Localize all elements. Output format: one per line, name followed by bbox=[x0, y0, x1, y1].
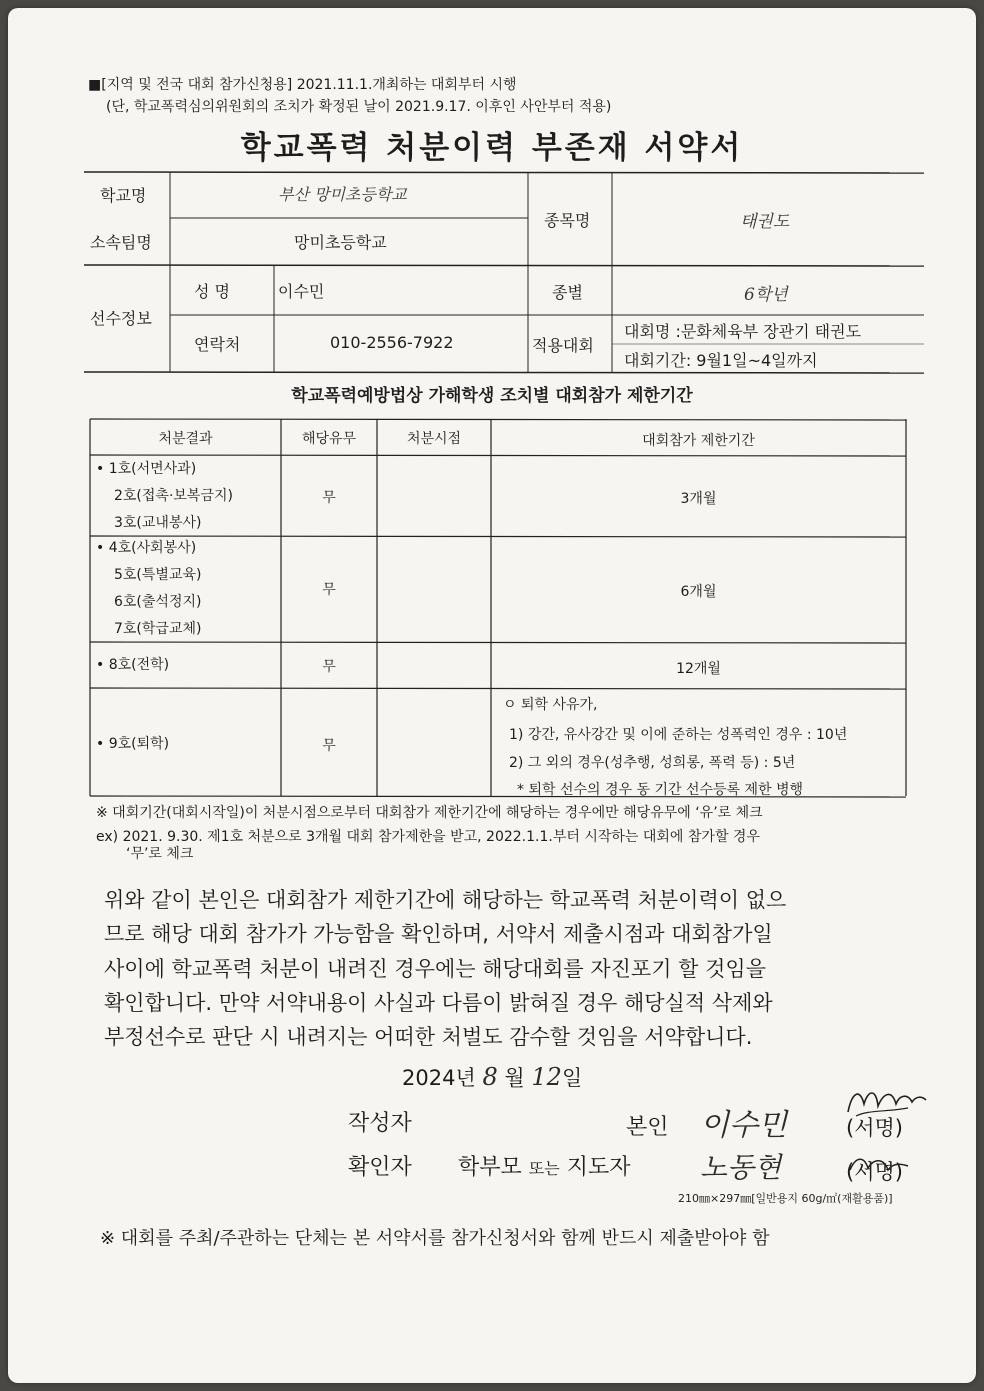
row1-item-2: 2호(접촉·보복금지) bbox=[114, 488, 233, 504]
row4-period-line-4: * 퇴학 선수의 경우 동 기간 선수등록 제한 병행 bbox=[517, 782, 804, 798]
label-team-name: 소속팀명 bbox=[90, 233, 152, 252]
header-applicable: 해당유무 bbox=[301, 431, 357, 447]
label-athlete-info: 선수정보 bbox=[90, 309, 152, 328]
label-parent: 학부모 bbox=[458, 1155, 522, 1180]
value-name: 이수민 bbox=[278, 282, 325, 301]
label-or: 또는 bbox=[528, 1159, 560, 1178]
value-school-name: 부산 망미초등학교 bbox=[278, 185, 407, 204]
date-month-unit: 월 bbox=[504, 1066, 525, 1090]
label-confirmer: 확인자 bbox=[348, 1155, 412, 1180]
note-example: ex) 2021. 9.30. 제1호 처분으로 3개월 대회 참가제한을 받고, 2022.1.1.부터 시작하는 대회에 참가할 경우 bbox=[96, 829, 760, 845]
value-competition-name: 대회명 :문화체육부 장관기 태권도 bbox=[624, 322, 862, 341]
row3-applicable: 무 bbox=[322, 659, 336, 675]
label-applied-competition: 적용대회 bbox=[532, 336, 594, 355]
label-name: 성 명 bbox=[194, 282, 230, 301]
pledge-line-1: 위와 같이 본인은 대회참가 제한기간에 해당하는 학교폭력 처분이력이 없으 bbox=[104, 888, 787, 912]
label-contact: 연락처 bbox=[194, 335, 241, 354]
pledge-line-5: 부정선수로 판단 시 내려지는 어떠한 처벌도 감수할 것임을 서약합니다. bbox=[104, 1025, 753, 1049]
row4-period-line-2: 1) 강간, 유사강간 및 이에 준하는 성폭력인 경우 : 10년 bbox=[509, 727, 848, 743]
row4-period-line-1: ㅇ 퇴학 사유가, bbox=[503, 697, 598, 713]
row2-item-3: 6호(출석정지) bbox=[114, 594, 202, 610]
row4-period-line-3: 2) 그 외의 경우(성추행, 성희롱, 폭력 등) : 5년 bbox=[509, 755, 796, 771]
self-sign-mark: (서명) bbox=[846, 1116, 903, 1140]
row2-item-4: 7호(학급교체) bbox=[114, 621, 202, 637]
label-school-name: 학교명 bbox=[100, 186, 147, 205]
confirmer-role bbox=[458, 1150, 630, 1181]
row2-period: 6개월 bbox=[680, 584, 717, 600]
coach-signature-scribble bbox=[844, 1148, 914, 1184]
pledge-line-2: 므로 해당 대회 참가가 가능함을 확인하며, 서약서 제출시점과 대회참가일 bbox=[104, 922, 773, 946]
document-title: 학교폭력 처분이력 부존재 서약서 bbox=[240, 130, 744, 166]
coach-handwritten-name: 노동현 bbox=[700, 1151, 782, 1184]
row1-applicable: 무 bbox=[322, 490, 336, 506]
label-event: 종목명 bbox=[544, 211, 591, 230]
header-notice-2: (단, 학교폭력심의위원회의 조치가 확정된 날이 2021.9.17. 이후인 사안부터 적용) bbox=[106, 99, 612, 115]
note-example-cont: ‘무’로 체크 bbox=[126, 846, 194, 862]
label-author: 작성자 bbox=[348, 1111, 412, 1136]
pledge-line-3: 사이에 학교폭력 처분이 내려진 경우에는 해당대회를 자진포기 할 것임을 bbox=[104, 957, 766, 981]
row3-item-1: • 8호(전학) bbox=[96, 657, 170, 673]
row2-item-1: • 4호(사회봉사) bbox=[96, 540, 197, 556]
row1-period: 3개월 bbox=[680, 491, 717, 507]
date-day-unit: 일 bbox=[561, 1066, 583, 1090]
label-self: 본인 bbox=[626, 1115, 669, 1140]
footer-note: ※ 대회를 주최/주관하는 단체는 본 서약서를 참가신청서와 함께 반드시 제출받아야 함 bbox=[100, 1228, 770, 1249]
paper-spec: 210㎜×297㎜[일반용지 60g/㎡(재활용품)] bbox=[678, 1192, 893, 1205]
value-event: 태권도 bbox=[740, 212, 790, 232]
self-handwritten-name: 이수민 bbox=[700, 1108, 787, 1143]
value-team-name: 망미초등학교 bbox=[294, 233, 387, 252]
row2-applicable: 무 bbox=[322, 582, 336, 598]
row1-item-1: • 1호(서면사과) bbox=[96, 461, 197, 477]
row2-item-2: 5호(특별교육) bbox=[114, 567, 202, 583]
header-time: 처분시점 bbox=[406, 431, 462, 447]
date-year-unit: 년 bbox=[455, 1066, 476, 1090]
value-contact: 010-2556-7922 bbox=[330, 333, 454, 352]
header-notice-1: ■[지역 및 전국 대회 참가신청용] 2021.11.1.개최하는 대회부터 시행 bbox=[88, 77, 517, 93]
row3-period: 12개월 bbox=[676, 661, 721, 677]
label-grade: 종별 bbox=[552, 283, 583, 302]
signing-date bbox=[402, 1062, 582, 1092]
date-month: 8 bbox=[482, 1063, 498, 1091]
row4-applicable: 무 bbox=[322, 738, 336, 754]
pledge-line-4: 확인합니다. 만약 서약내용이 사실과 다름이 밝혀질 경우 해당실적 삭제와 bbox=[104, 991, 773, 1015]
self-signature-scribble bbox=[838, 1082, 934, 1132]
date-year: 2024 bbox=[402, 1066, 456, 1090]
label-coach: 지도자 bbox=[566, 1155, 631, 1180]
section-title: 학교폭력예방법상 가해학생 조치별 대회참가 제한기간 bbox=[291, 386, 693, 406]
value-grade: 6학년 bbox=[744, 285, 788, 305]
row4-item-1: • 9호(퇴학) bbox=[96, 736, 170, 752]
note-1: ※ 대회기간(대회시작일)이 처분시점으로부터 대회참가 제한기간에 해당하는 경우에만 해당유무에 ‘유’로 체크 bbox=[96, 805, 763, 821]
date-day: 12 bbox=[531, 1063, 562, 1091]
row1-item-3: 3호(교내봉사) bbox=[114, 515, 202, 531]
header-period: 대회참가 제한기간 bbox=[642, 433, 755, 449]
value-competition-period: 대회기간: 9월1일~4일까지 bbox=[624, 351, 818, 370]
coach-sign-mark: (서명) bbox=[846, 1160, 903, 1184]
header-result: 처분결과 bbox=[158, 431, 213, 447]
